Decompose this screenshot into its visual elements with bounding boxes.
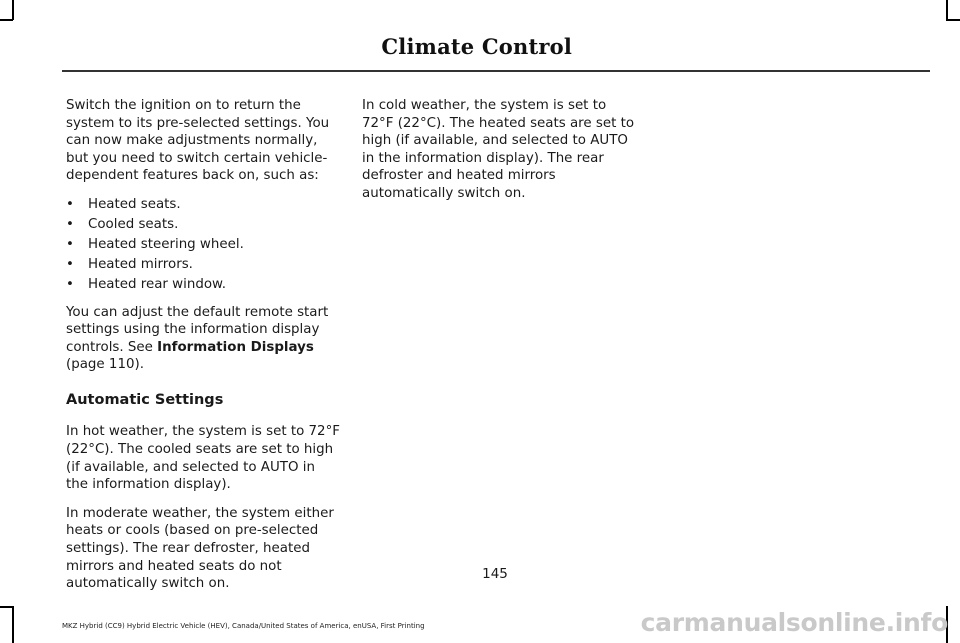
- crop-mark-top-left-vertical: [12, 0, 14, 20]
- list-item-text: Heated mirrors.: [88, 256, 193, 272]
- adjust-text: You can adjust the default remote start settings using the information display controls. See: [66, 304, 329, 355]
- bullet-icon: •: [66, 236, 74, 252]
- bullet-icon: •: [66, 196, 74, 212]
- feature-list: [66, 196, 340, 294]
- list-item: [66, 216, 340, 234]
- right-column: [362, 97, 636, 214]
- page-reference: (page 110).: [66, 357, 144, 373]
- list-item-text: Heated rear window.: [88, 276, 227, 292]
- crop-mark-top-right-vertical: [946, 0, 948, 20]
- page-title: Climate Control: [381, 34, 572, 59]
- list-item-text: Heated seats.: [88, 196, 181, 212]
- list-item: [66, 276, 340, 294]
- crop-mark-bottom-left-horizontal: [0, 606, 13, 608]
- printing-footer: MKZ Hybrid (CC9) Hybrid Electric Vehicle (HEV), Canada/United States of America, enUSA, First Printing: [62, 622, 425, 630]
- hot-weather-paragraph: In hot weather, the system is set to 72°F (22°C). The cooled seats are set to high (if available, and selected to AUTO in the information display).: [66, 424, 340, 493]
- crop-mark-top-left-horizontal: [0, 19, 13, 21]
- header-rule: [62, 70, 930, 72]
- crop-mark-bottom-left-vertical: [12, 606, 14, 643]
- bullet-icon: •: [66, 276, 74, 292]
- adjust-paragraph: [66, 304, 340, 374]
- list-item: [66, 236, 340, 254]
- automatic-settings-heading: Automatic Settings: [66, 391, 224, 408]
- moderate-weather-paragraph: In moderate weather, the system either heats or cools (based on pre-selected settings). The rear defroster, heated mirrors and heated seats do not automatically switch on.: [66, 505, 334, 592]
- crop-mark-top-right-horizontal: [946, 19, 960, 21]
- information-displays-link[interactable]: Information Displays: [157, 339, 314, 355]
- page-number: 145: [482, 566, 508, 582]
- list-item-text: Cooled seats.: [88, 216, 179, 232]
- list-item: [66, 196, 340, 214]
- bullet-icon: •: [66, 256, 74, 272]
- bullet-icon: •: [66, 216, 74, 232]
- list-item-text: Heated steering wheel.: [88, 236, 244, 252]
- left-column: [66, 97, 340, 604]
- watermark: carmanualsonline.info: [640, 608, 948, 637]
- list-item: [66, 256, 340, 274]
- cold-weather-paragraph: In cold weather, the system is set to 72°F (22°C). The heated seats are set to high (if available, and selected to AUTO in the information display). The rear defroster and heated mirrors automatically switch on.: [362, 98, 635, 201]
- intro-paragraph: Switch the ignition on to return the system to its pre-selected settings. You can now make adjustments normally, but you need to switch certain vehicle-dependent features back on, such as:: [66, 98, 330, 184]
